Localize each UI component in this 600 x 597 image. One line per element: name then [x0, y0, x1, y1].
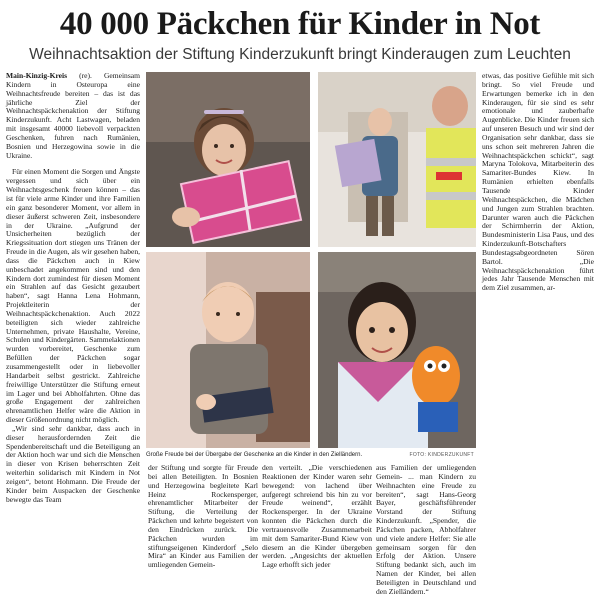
paragraph-1: (re). Gemeinsam Kindern in Osteuropa eine Weihnachtsfreude bereiten – das ist das jährliche Ziel der Weihnachtspäckchenaktion der Stiftung Kinderzukunft. Acht Lastwagen, beladen mit insgesamt 40000 liebevoll verpackten Geschenken, fuhren nach Rumänien, Bosnien und Herzegowina sowie in die Ukraine. — [6, 71, 140, 160]
photo-caption — [146, 452, 474, 459]
paragraph-2: Für einen Moment die Sorgen und Ängste vergessen und sich über ein Weihnachtsgeschenk freuen können – das ist für viele arme Kinder und ihre Familien ein ganz besonderer Moment, vor allem in dieser äußerst schweren Zeit, insbesondere in der Ukraine. „Aufgrund der Unsicherheiten bezüglich der Kriegssituation dort stiegen uns Tränen der Freude in die Augen, als wir gesehen haben, dass die Päckchen auch in Kiew unbeschadet angekommen sind und den Kindern dort zumindest für diesen Moment ein Strahlen auf das Gesicht gezaubert haben“, sagt Hanna Lena Hohmann, Projektleiterin der Weihnachtspäckchenaktion. Auch 2022 beteiligten sich wieder zahlreiche Unternehmen, private Haushalte, Vereine, Schulen und Kindergärten. Sammelaktionen wurden vorbereitet, Geschenke zum Befüllen der Päckchen sogar zusammengestellt oder in liebevoller Handarbeit selbst gestrickt. Zahlreiche freiwillige Unterstützer die Stiftung erneut im Lager und bei Abholfahrten. Ohne das große Engagement der zahlreichen ehrenamtlichen Helfer wäre die Aktion in dieser Größenordnung nicht möglich. — [6, 167, 140, 425]
article-column-1 — [6, 72, 140, 505]
photo-girl-with-gift — [146, 72, 310, 247]
article-column-2: der Stiftung und sorgte für Freude bei allen Beteiligten. In Bosnien und Herzegowina begleitete Karl Heinz Rockensperger, ehrenamtlicher Mitarbeiter der Stiftung, die Verteilung der Päckchen und kehrte begeistert von den Eindrücken zurück. Die Päckchen wurden im stiftungseigenen Kinderdorf „Selo Mira“ an Kinder aus Familien der umliegenden Gemein- — [148, 463, 258, 570]
photo-credit: FOTO: KINDERZUKUNFT — [409, 452, 474, 458]
caption-text: Große Freude bei der Übergabe der Geschenke an die Kinder in den Zielländern. — [146, 452, 363, 458]
article-column-4: aus Familien der umliegenden Gemein- ... man Kindern zu Weihnachten eine Freude zu bereiten“, sagt Hans-Georg Bayer, geschäftsführender Vorstand der Stiftung Kinderzukunft. „Spender, die Päckchen packen, Abholfahrer und viele andere Helfer: Sie alle gemeinsam sorgen für den Erfolg der Aktion. Unsere Stiftung bedankt sich, auch im Namen der Kinder, bei allen Beteiligten in Deutschland und den Zielländern.“ — [376, 463, 476, 596]
paragraph-3: „Wir sind sehr dankbar, dass auch in dieser herausfordernden Zeit die Spendenbereitschaft und die Beteiligung an der Aktion hoch war und sich die Menschen in dieser von Krisen beherrschten Zeit weiterhin solidarisch mit Kindern in Not zeigen“, betont Hohmann. Die Freude der Kinder beim Auspacken der Geschenke bewegte das Team — [6, 423, 140, 504]
photo-boy-with-toy — [146, 252, 310, 448]
article-column-5: etwas, das positive Gefühle mit sich bringt. So viel Freude und Erwartungen bemerke ich in den Kinderaugen, für sie sind es sehr emotionale und zauberhafte Augenblicke. Die Kinder freuen sich auf unseren Besuch und wir sind der Organisation sehr dankbar, dass sie uns schon seit mehreren Jahren die Weihnachtspäckchen schickt“, sagt Maryna Tolokova, Mitarbeiterin des Samariter-Bundes Kiew. In Rumänien erhielten ebenfalls Tausende Kinder Weihnachtspäckchen, die Mädchen und Jungen zum Strahlen brachten. Darunter waren auch die Päckchen der Schirmherrin der Aktion, Bundesministerin Lisa Paus, und des Kinderzukunft-Botschafters Bundestagsabgeordneten Sören Bartol. „Die Weihnachtspäckchenaktion führt jedes Jahr Tausende Menschen mit dem Ziel zusammen, ar- — [482, 71, 594, 293]
dateline: Main-Kinzig-Kreis — [6, 71, 68, 80]
subheadline: Weihnachtsaktion der Stiftung Kinderzukunft bringt Kinderaugen zum Leuchten — [29, 46, 571, 63]
headline: 40 000 Päckchen für Kinder in Not — [59, 6, 541, 42]
article-column-3: den verteilt. „Die verschiedenen Reaktionen der Kinder waren sehr bewegend: von lachend über aufgeregt schreiend bis hin zu vor Freude weinend“, erzählt Rockensperger. In der Ukraine konnten die Päckchen durch die vertrauensvolle Zusammenarbeit mit dem Samariter-Bund Kiew von diesem an die Kinder übergeben werden. „Angesichts der aktuellen Lage erhofft sich jeder — [262, 463, 372, 570]
photo-girl-with-plush — [318, 252, 476, 448]
photo-boy-with-volunteer — [318, 72, 476, 247]
